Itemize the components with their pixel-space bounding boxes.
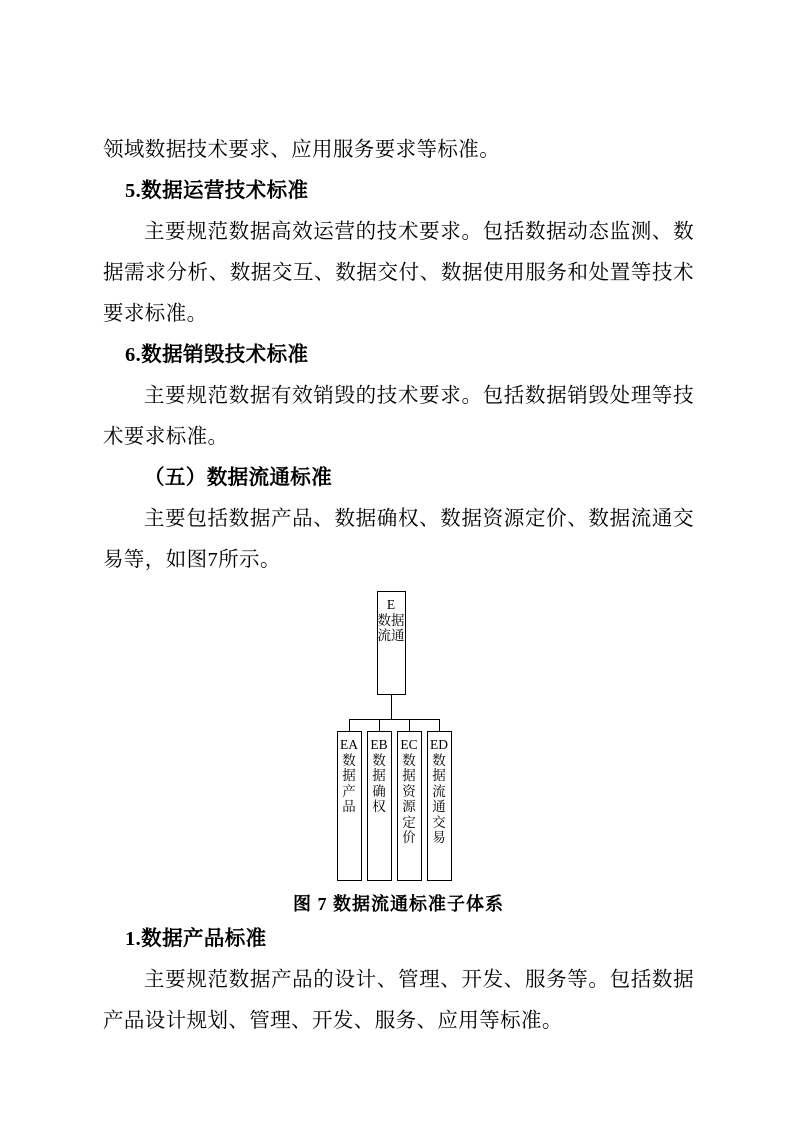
- diagram-node-root: [377, 591, 406, 695]
- diagram-node-ec-label: 数据资源定价: [402, 752, 416, 845]
- diagram-node-ec-code: EC: [400, 737, 418, 752]
- paragraph-data-destruction: 主要规范数据有效销毁的技术要求。包括数据销毁处理等技术要求标准。: [103, 385, 694, 448]
- diagram-node-ed: [427, 731, 452, 881]
- paragraph-data-circulation-intro: 主要包括数据产品、数据确权、数据资源定价、数据流通交易等，如图7所示。: [103, 508, 694, 571]
- figure-7: [103, 591, 694, 919]
- diagram-node-root-code: E: [386, 597, 396, 612]
- diagram-node-ea-label: 数据产品: [342, 752, 356, 814]
- diagram-data-circulation-tree: [299, 591, 499, 881]
- heading-5-data-operation: 5.数据运营技术标准: [125, 180, 309, 202]
- paragraph-data-operation: 主要规范数据高效运营的技术要求。包括数据动态监测、数据需求分析、数据交互、数据交付、数据使用服务和处置等技术要求标准。: [103, 221, 694, 325]
- diagram-node-root-label: 数据流通: [377, 612, 405, 643]
- figure-caption: 图 7 数据流通标准子体系: [293, 894, 504, 914]
- diagram-node-ed-label: 数据流通交易: [432, 752, 446, 845]
- diagram-node-ea: [337, 731, 362, 881]
- connector-drop-4: [439, 719, 440, 731]
- connector-drop-1: [349, 719, 350, 731]
- connector-drop-2: [379, 719, 380, 731]
- connector-root-stem: [391, 695, 392, 719]
- diagram-node-ed-code: ED: [430, 737, 448, 752]
- paragraph-intro: 领域数据技术要求、应用服务要求等标准。: [103, 139, 501, 161]
- connector-drop-3: [409, 719, 410, 731]
- diagram-node-ec: [397, 731, 422, 881]
- heading-1-data-product: 1.数据产品标准: [125, 928, 267, 950]
- connector-horizontal-bus: [349, 719, 440, 720]
- diagram-node-ea-code: EA: [340, 737, 358, 752]
- paragraph-data-product: 主要规范数据产品的设计、管理、开发、服务等。包括数据产品设计规划、管理、开发、服务、应用等标准。: [103, 969, 694, 1032]
- diagram-node-eb-code: EB: [370, 737, 388, 752]
- diagram-node-eb: [367, 731, 392, 881]
- heading-5-section-data-circulation: （五）数据流通标准: [144, 467, 333, 489]
- diagram-node-eb-label: 数据确权: [372, 752, 386, 814]
- heading-6-data-destruction: 6.数据销毁技术标准: [125, 344, 309, 366]
